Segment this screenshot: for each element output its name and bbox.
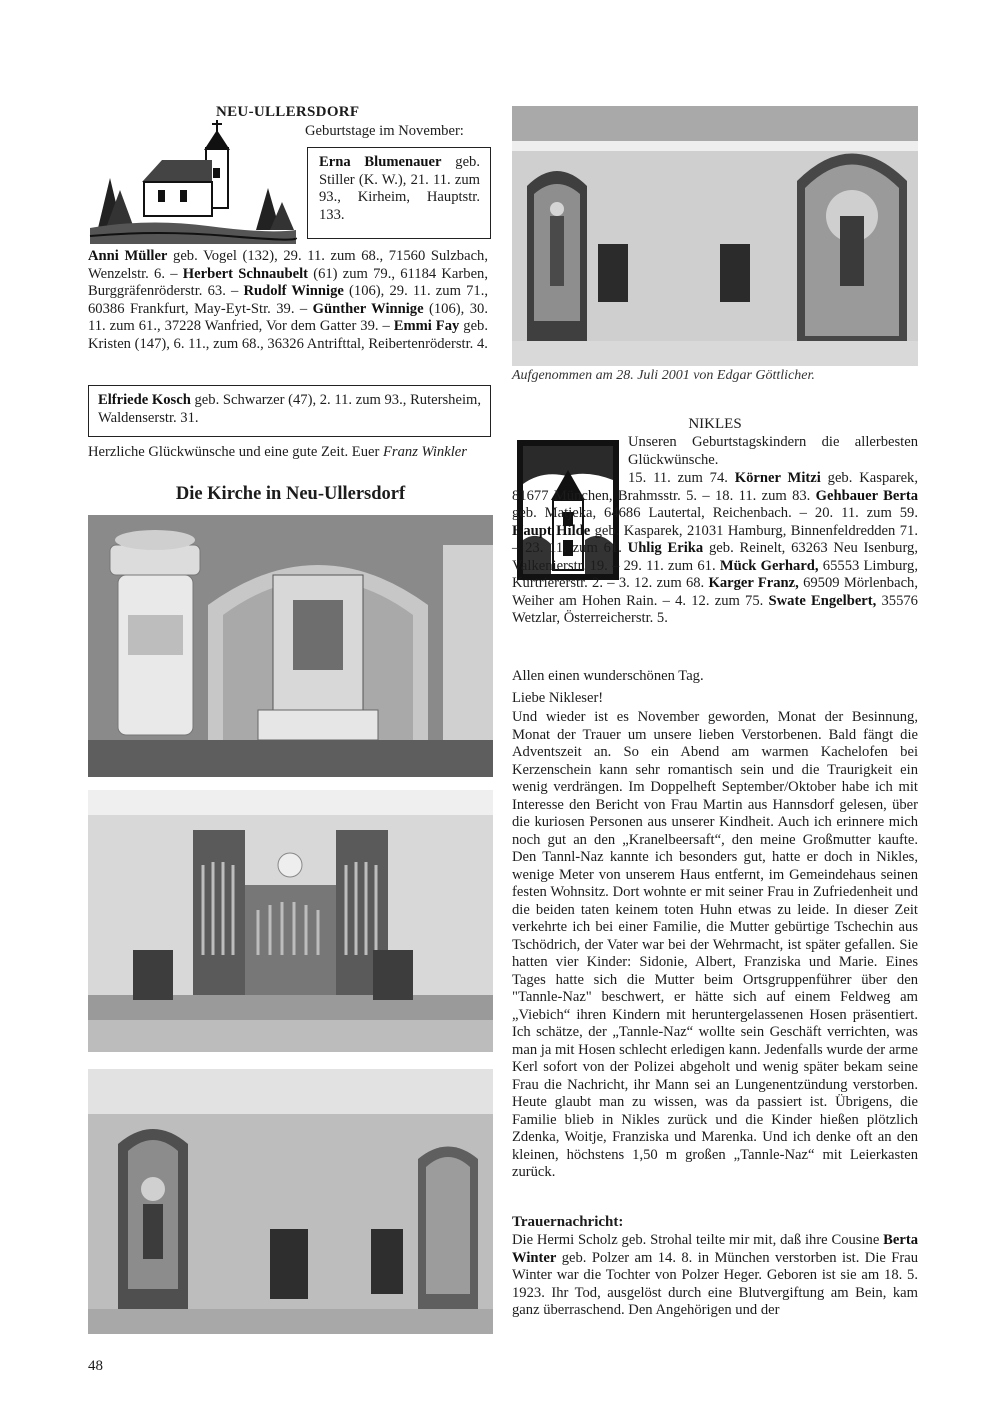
person-name: Haupt Hilde [512,522,591,539]
entry-text: 65553 Limburg, Kurtriererstr. 2. – [512,557,918,591]
neu-ullersdorf-title: NEU-ULLERSDORF [216,104,360,120]
birthday-list-neu-ullersdorf [88,248,488,353]
person-name: Elfriede Kosch [98,392,191,408]
birthday-list-nikles [512,470,918,628]
mourning-text: Die Hermi Scholz geb. Strohal teilte mir mit, daß ihre Cousine [512,1232,884,1248]
birthday-box-blumenauer [307,147,491,239]
person-name: Mück Gerhard, [719,557,819,574]
letter-body: Und wieder ist es November geworden, Monat der Besinnung, Monat der Trauer um unsere lieben Verstorbenen. Bald fängt die Adventszeit an. So ein Abend am warmen Kachelofen bei Kerzenschein kann sehr romantisch sein und die Traurigkeit ein wenig verdrängen. Im Doppelheft September/Oktober habe ich mit Interesse den Bericht von Frau Martin aus Hannsdorf gelesen, über die kuriosen Personen aus unserer Kindheit. Auch ich erinnere mich noch gut an den „Kranelbeersaft“, den meine Großmutter kaufte. Den Tannl-Naz kannte ich besonders gut, hatte er doch in Nikles, wenige Meter von unserem Haus entfernt, im Gemeindehaus seinen festen Wohnsitz. Dort wohnte er mit seiner Frau in Zufriedenheit und die beiden taten keinem toten Huhn etwas zu leide. In dieser Zeit verkehrte ich bei einer Familie, die Mutter gebürtige Tschechin aus Tschödrich, der Vater war bei der Wehrmacht, ist später gefallen. Sie hatten vier Kinder: Sidonie, Albert, Franziska und Marie. Eines Tages hatte sich die Mutter beim Ortsgruppenführer über den "Tannle-Naz" beschwert, er hätte sich auf einem Feldweg am „Viebich“ ihren Kindern mit heruntergelassenen Hosen präsentiert. Ich schätze, der „Tannle-Naz“ wollte sein Geschäft verrichten, was man ja mit Hosen schlecht erledigen kann. Jedenfalls wurde der arme Kerl sofort von der Polizei abgeholt und wenig später bekam seine Frau die Nachricht, ihr Mann sei an Lungenentzündung verstorben. Heute glaubt man zu wissen, was da passiert ist. Übrigens, die Familie blieb in Nikles zurück und die Kinder hießen plötzlich Zdenka, Woitje, Franziska und Marenka. Und ich denke oft an den kleinen, höchstens 1,50 m großen „Tannle-Naz“ mit Leierkasten zurück. [512,709,918,1180]
person-name: Rudolf Winnige [243,283,344,299]
entry-text: 69509 Mörlenbach, Weiher am Hohen Rain. – [512,575,918,609]
entry-date: 4. 12. zum 75. [675,592,769,609]
entry-text: 35576 Wetzlar, Österreicherstr. 5. [512,592,918,626]
mourning-text: geb. Polzer am 14. 8. in München verstorben ist. Die Frau Winter war die Tochter von Polzer Heger. Geboren ist sie am 18. 5. 1923. Ihr Tod, ausgelöst durch eine Blutvergiftung am Bein, kam ganz überraschend. Den Angehörigen und der [512,1249,918,1318]
person-name: Emmi Fay [393,318,460,334]
entry-date: 29. 11. zum 61. [623,557,720,574]
entry-text: geb. Kasparek, 21031 Hamburg, Binnenfeldredden 71. – [512,522,918,556]
entry-text: (61) zum 79., 61184 Karben, Burggräfenröderstr. 63. – [88,265,488,299]
person-name: Erna Blumenauer [319,154,442,170]
person-name: Swate Engelbert, [768,592,877,609]
birthday-box-kosch [88,385,491,437]
mourning-heading: Trauernachricht: [512,1214,624,1230]
church-windows-photo [88,1069,493,1334]
entry-text: geb. Matjeka, 64686 Lautertal, Reichenbach. – [512,505,815,521]
person-name: Karger Franz, [708,575,799,591]
letter-salutation: Liebe Nikleser! [512,690,604,706]
person-name: Anni Müller [88,248,168,264]
nikles-intro: Unseren Geburtstagskindern die allerbesten Glückwünsche. [628,434,918,468]
nikles-closing: Allen einen wunderschönen Tag. [512,668,704,684]
entry-date: 15. 11. zum 74. [628,470,735,486]
person-name: Uhlig Erika [627,540,704,556]
entry-date: 18. 11. zum 83. [715,487,816,504]
nikles-title: NIKLES [688,416,742,432]
entry-text: geb. Reinelt, 63263 Neu Isenburg, Valkenierstr. 19. – [512,540,918,574]
person-name: Gehbauer Berta [815,487,919,504]
birthday-subtitle: Geburtstage im November: [305,123,464,139]
entry-text: (106), 30. 11. zum 61., 37228 Wanfried, Vor dem Gatter 39. – [88,300,488,334]
person-name: Günther Winnige [312,300,424,317]
mourning-notice [512,1232,918,1320]
person-name: Herbert Schnaubelt [182,265,308,282]
person-name: Berta Winter [512,1232,918,1266]
church-altar-photo [88,515,493,777]
greeting-text: Herzliche Glückwünsche und eine gute Zeit. Euer [88,444,384,460]
entry-text: geb. Vogel (132), 29. 11. zum 68., 71560 Sulzbach, Wenzelstr. 6. – [88,248,489,282]
entry-text: geb. Kristen (147), 6. 11., zum 68., 36326 Antrifttal, Reibertenröderstr. 4. [88,318,489,352]
entry-date: 20. 11. zum 59. [814,505,918,521]
neu-ullersdorf-village-sketch [88,118,298,248]
entry-date: 3. 12. zum 68. [618,575,709,591]
page-number: 48 [88,1358,103,1374]
person-name: Körner Mitzi [734,470,821,486]
entry-date: 23. 11. zum 61. [525,540,628,556]
church-heading: Die Kirche in Neu-Ullersdorf [175,484,406,504]
greeting-author: Franz Winkler [383,444,467,460]
photo-caption: Aufgenommen am 28. Juli 2001 von Edgar Göttlicher. [512,368,815,383]
greeting [88,444,493,462]
entry-text: geb. Schwarzer (47), 2. 11. zum 93., Rutersheim, Waldenserstr. 31. [98,392,481,426]
entry-text: geb. Stiller (K. W.), 21. 11. zum 93., Kirheim, Hauptstr. 133. [319,154,481,223]
entry-text: geb. Kasparek, 81677 München, Brahmsstr. 5. – [512,470,918,504]
church-interior-photo [512,106,918,366]
entry-text: (106), 29. 11. zum 71., 60386 Frankfurt, May-Eyt-Str. 39. – [88,283,488,317]
church-organ-photo [88,790,493,1052]
